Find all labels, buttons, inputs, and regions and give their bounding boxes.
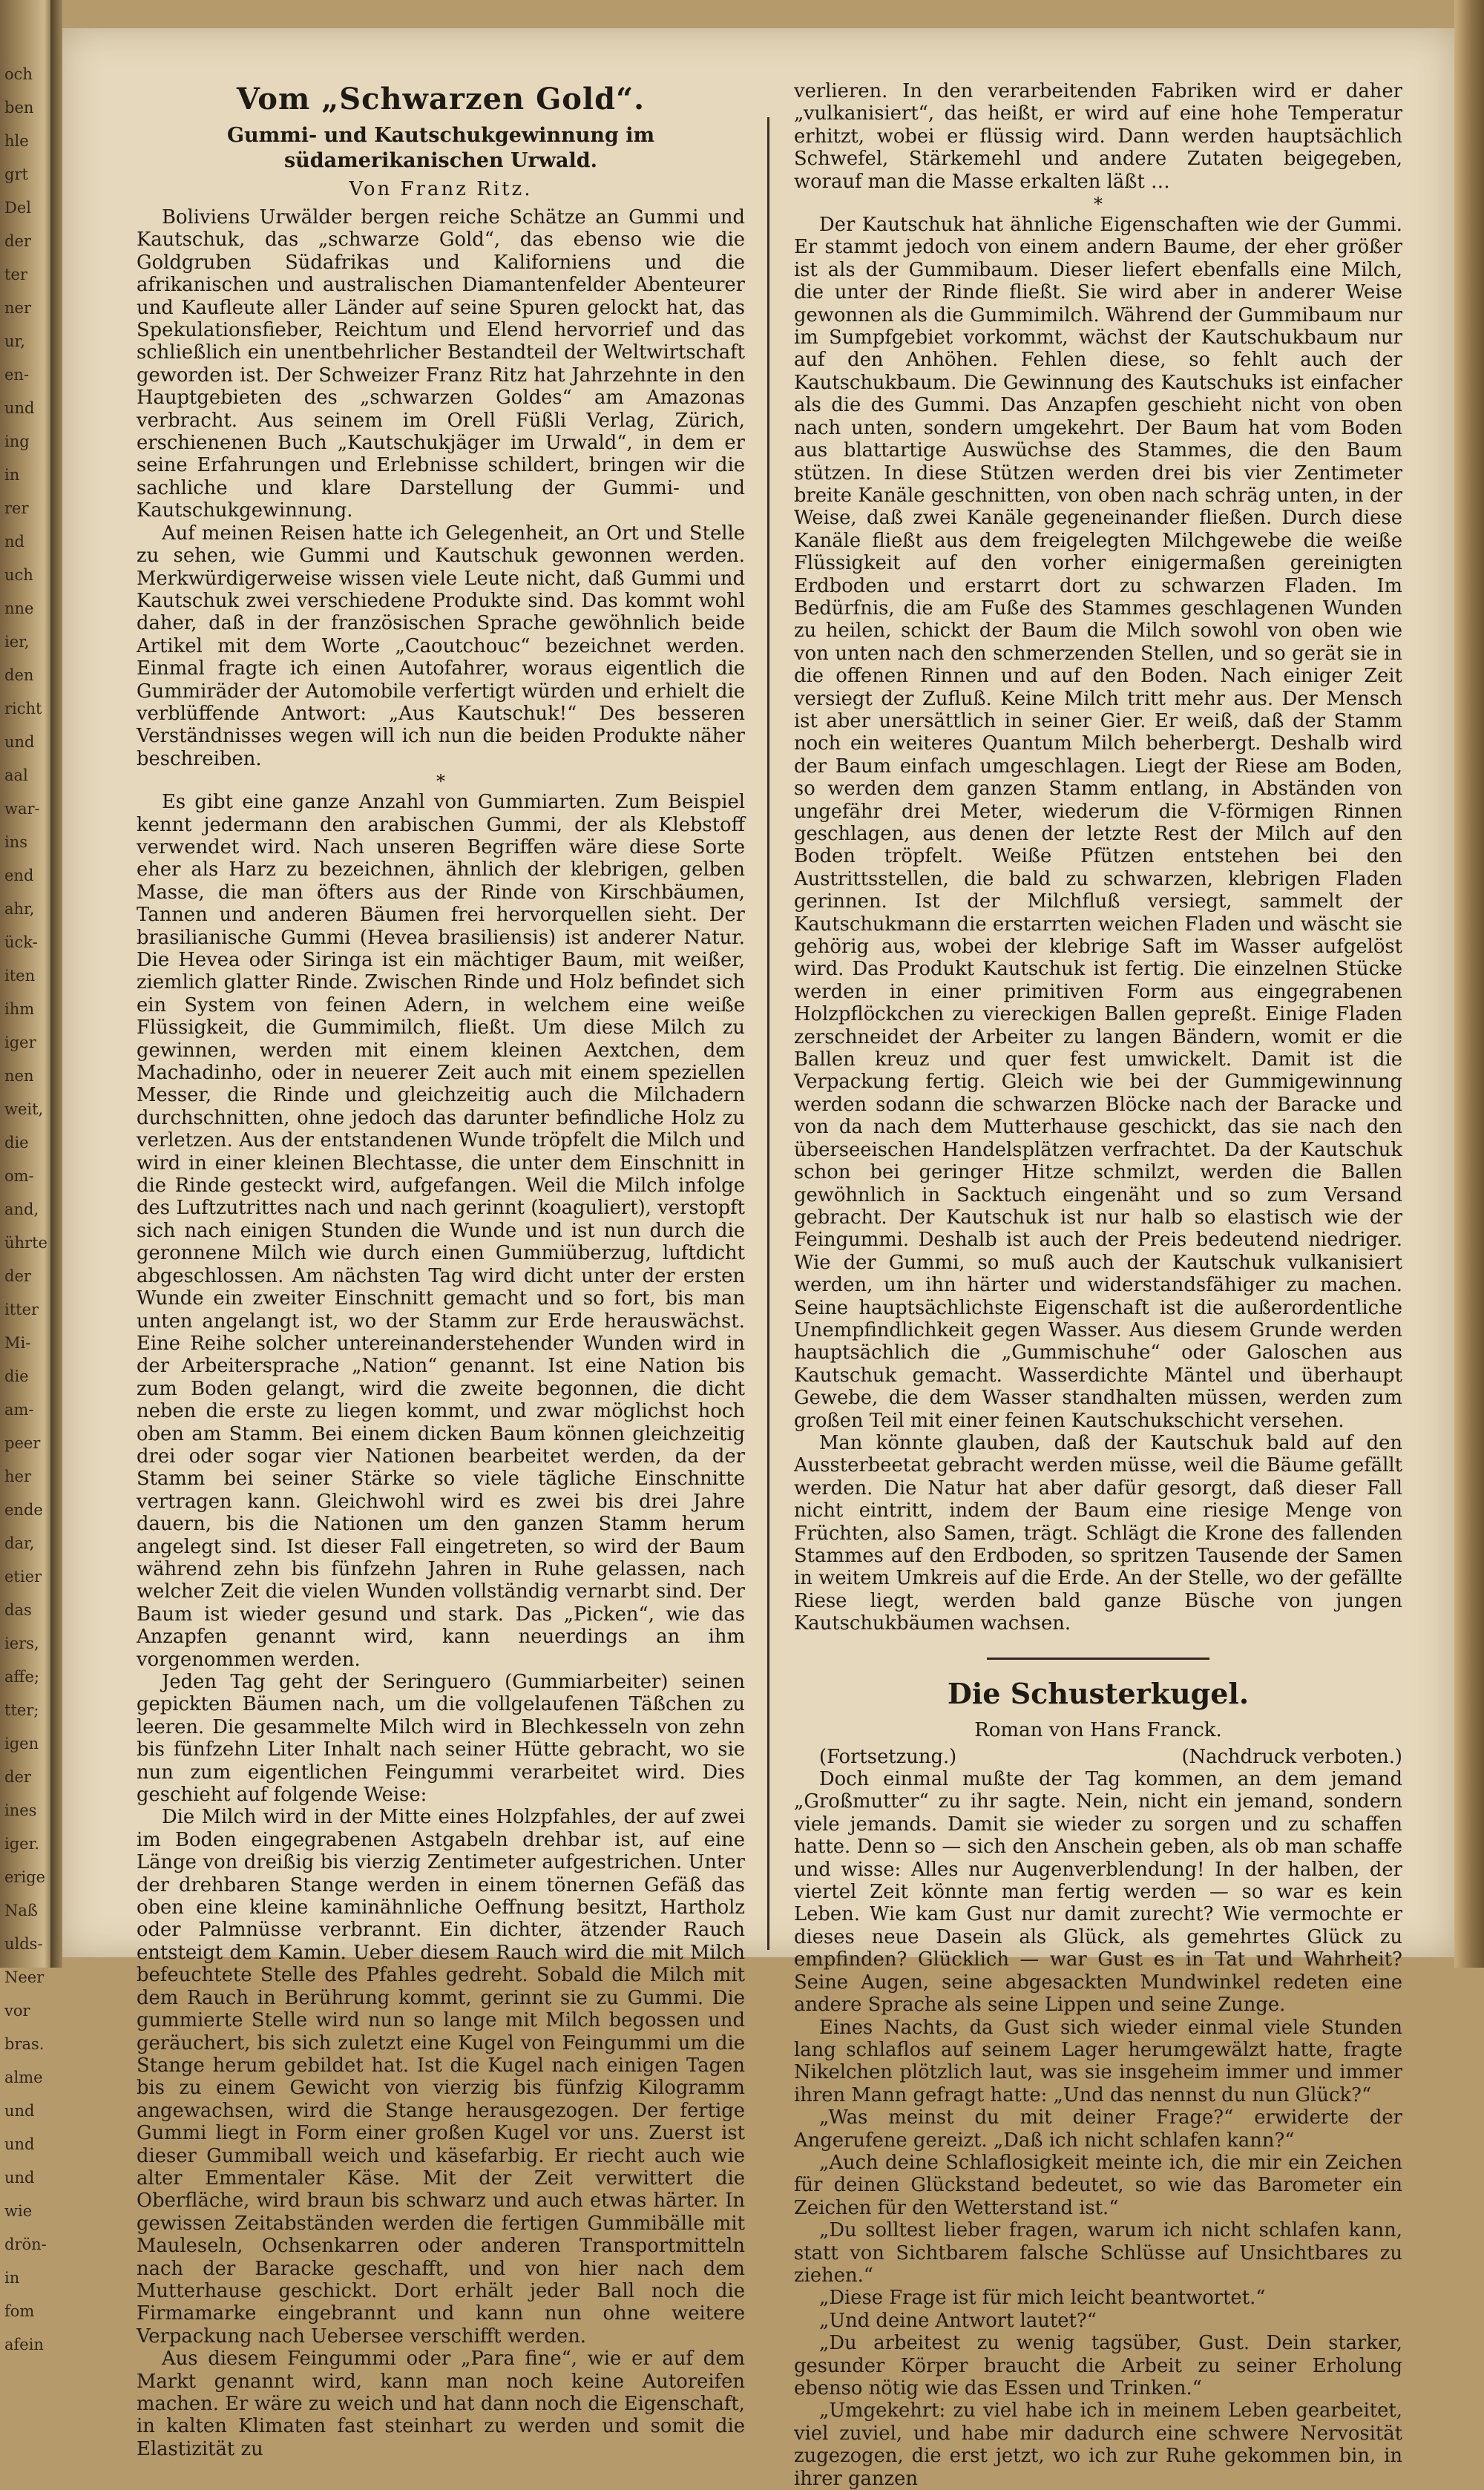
gutter-fragment: nen: [4, 1067, 34, 1085]
gutter-fragment: war-: [4, 800, 40, 818]
gutter-fragment: wie: [4, 2202, 33, 2220]
paragraph: Eines Nachts, da Gust sich wieder einmal viele Stunden lang schlaflos auf seinem Lager herumgewälzt hatte, fragte Nikelchen plötzlich laut, was sie insgeheim immer und immer ihren Mann gefragt hatte: „Und das nennst du nun Glück?“: [794, 2016, 1402, 2106]
gutter-fragment: ier,: [4, 633, 30, 651]
gutter-fragment: Mi-: [4, 1334, 31, 1352]
novel-title: Die Schusterkugel.: [947, 1676, 1250, 1710]
gutter-fragment: itter: [4, 1301, 39, 1318]
gutter-fragment: rer: [4, 499, 29, 517]
gutter-fragment: peer: [4, 1434, 41, 1452]
gutter-fragment: grt: [4, 165, 28, 183]
gutter-fragment: ur,: [4, 332, 25, 350]
paragraph: „Umgekehrt: zu viel habe ich in meinem Leben gearbeitet, viel zuviel, und habe mir dadurch eine schwere Nervosität zugezogen, die erst jetzt, wo ich zur Ruhe gekommen bin, in ihrer ganzen: [794, 2399, 1402, 2490]
gutter-fragment: etier: [4, 1568, 42, 1586]
gutter-fragment: in: [4, 466, 20, 484]
paragraph: Doch einmal mußte der Tag kommen, an dem jemand „Großmutter“ zu ihr sagte. Nein, nicht ein jemand, sondern viele jemands. Damit sie wieder zu sorgen und zu schaffen hatte. Denn so — sich den Anschein geben, als ob man schaffe und wisse: Alles nur Augenverblendung! In der halben, der viertel Zeit könnte man fertig werden — so war es kein Leben. Wie kam Gust nur damit zurecht? Wie vermochte er dieses neue Dasein als Glück, als gemehrtes Glück zu empfinden? Glücklich — war Gust es in Tat und Wahrheit? Seine Augen, seine abgesackten Mundwinkel redeten eine andere Sprache als seine Lippen und seine Zunge.: [794, 1768, 1402, 2017]
gutter-fragment: afein: [4, 2336, 44, 2353]
gutter-fragment: ner: [4, 299, 31, 317]
section-divider-star: *: [1094, 194, 1103, 215]
gutter-fragment: und: [4, 399, 35, 417]
gutter-fragment: die: [4, 1134, 29, 1152]
gutter-fragment: Neer: [4, 1968, 45, 1986]
gutter-fragment: Del: [4, 199, 31, 217]
gutter-fragment: drön-: [4, 2236, 47, 2253]
paragraph: „Du arbeitest zu wenig tagsüber, Gust. Dein starker, gesunder Körper braucht die Arbeit zu seiner Erholung ebenso nötig wie das Essen und Trinken.“: [794, 2332, 1402, 2399]
gutter-fragment: and,: [4, 1200, 39, 1218]
gutter-fragment: richt: [4, 700, 42, 717]
gutter-fragment: iger: [4, 1034, 36, 1051]
newspaper-page: [62, 28, 1454, 2490]
continuation-note: (Fortsetzung.): [819, 1745, 957, 1768]
gutter-fragment: Naß: [4, 1902, 38, 1919]
paragraph: Aus diesem Feingummi oder „Para fine“, wie er auf dem Markt genannt wird, kann man noch keine Autoreifen machen. Er wäre zu weich und hat dann noch die Eigenschaft, in kalten Klimaten fast steinhart zu werden und somit die Elastizität zu: [137, 2348, 745, 2460]
article-subtitle: Gummi- und Kautschukgewinnung im südamerikanischen Urwald.: [226, 124, 655, 172]
novel-byline: Roman von Hans Franck.: [974, 1718, 1222, 1741]
article-separator: [987, 1658, 1209, 1660]
paragraph: Boliviens Urwälder bergen reiche Schätze an Gummi und Kautschuk, das „schwarze Gold“, das ebenso wie die Goldgruben Südafrikas und Kaliforniens und die afrikanischen und australischen Diamantenfelder Abenteurer und Kaufleute aller Länder auf seine Spuren gelockt hat, das Spekulationsfieber, Reichtum und Elend hervorrief und das schließlich ein unentbehrlicher Bestandteil der Weltwirtschaft geworden ist. Der Schweizer Franz Ritz hat Jahrzehnte in den Hauptgebieten des „schwarzen Goldes“ am Amazonas verbracht. Aus seinem im Orell Füßli Verlag, Zürich, erschienenen Buch „Kautschukjäger im Urwald“, in dem er seine Erfahrungen und Erlebnisse schildert, bringen wir die sachliche und klare Darstellung der Gummi- und Kautschukgewinnung.: [137, 206, 745, 522]
gutter-fragment: aal: [4, 766, 28, 784]
gutter-fragment: und: [4, 2169, 35, 2187]
page-edge: [1454, 0, 1484, 1968]
gutter-fragment: fom: [4, 2302, 35, 2320]
paragraph: „Auch deine Schlaflosigkeit meinte ich, die mir ein Zeichen für deinen Glückstand bedeutet, so wie das Barometer ein Zeichen für den Wetterstand ist.“: [794, 2151, 1402, 2219]
gutter-fragment: dar,: [4, 1534, 35, 1552]
gutter-fragment: nd: [4, 533, 24, 551]
gutter-fragment: ter: [4, 266, 27, 283]
gutter-fragment: om-: [4, 1167, 34, 1185]
paragraph: Auf meinen Reisen hatte ich Gelegenheit, an Ort und Stelle zu sehen, wie Gummi und Kautschuk gewonnen werden. Merkwürdigerweise wissen viele Leute nicht, daß Gummi und Kautschuk zwei verschiedene Produkte sind. Das kommt wohl daher, daß in der französischen Sprache gewöhnlich beide Artikel mit dem Worte „Caoutchouc“ bezeichnet werden. Einmal fragte ich einen Autofahrer, woraus eigentlich die Gummiräder der Automobile verfertigt würden und erhielt die verblüffende Antwort: „Aus Kautschuk!“ Des besseren Verständnisses wegen will ich nun die beiden Produkte näher beschreiben.: [137, 522, 745, 770]
paragraph: Es gibt eine ganze Anzahl von Gummiarten. Zum Beispiel kennt jedermann den arabischen Gummi, der als Klebstoff verwendet wird. Nach unseren Begriffen wäre diese Sorte eher als Harz zu bezeichnen, ähnlich der klebrigen, gelben Masse, die man öfters aus der Rinde von Kirschbäumen, Tannen und anderen Bäumen frei hervorquellen sieht. Der brasilianische Gummi (Hevea brasiliensis) ist anderer Natur. Die Hevea oder Siringa ist ein mächtiger Baum, mit weißer, ziemlich glatter Rinde. Zwischen Rinde und Holz befindet sich ein System von feinen Adern, in welchem eine weiße Flüssigkeit, die Gummimilch, fließt. Um diese Milch zu gewinnen, werden mit einem kleinen Aextchen, dem Machadinho, oder in neuerer Zeit auch mit einem speziellen Messer, die Rinde und gleichzeitig auch die Milchadern durchschnitten, ohne jedoch das darunter befindliche Holz zu verletzen. Aus der entstandenen Wunde tröpfelt die Milch und wird in einer kleinen Blechtasse, die unter dem Einschnitt in die Rinde gesteckt wird, aufgefangen. Weil die Milch infolge des Luftzutrittes nach und nach gerinnt (koaguliert), verstopft sich nach einigen Stunden die Wunde und ist nun durch die geronnene Milch wie durch einen Gummiüberzug, luftdicht abgeschlossen. Am nächsten Tag wird dicht unter der ersten Wunde ein zweiter Einschnitt gemacht und so fort, bis man unten angelangt ist, wo der Stamm zur Erde herauswächst. Eine Reihe solcher untereinanderstehender Wunden wird in der Arbeitersprache „Nation“ genannt. Ist eine Nation bis zum Boden gelangt, wird die zweite begonnen, die dicht neben die erste zu liegen kommt, und zwar möglichst hoch oben am Stamm. Bei einem dicken Baum können gleichzeitig drei oder sogar vier Nationen bearbeitet werden, da der Stamm bei seiner Stärke so viele tägliche Einschnitte vertragen kann. Gleichwohl wird es zwei bis drei Jahre dauern, bis die Nationen um den ganzen Stamm herum angelegt sind. Ist dieser Fall eingetreten, so wird der Baum während zehn bis fünfzehn Jahren in Ruhe gelassen, nach welcher Zeit die vielen Wunden vollständig vernarbt sind. Der Baum ist wieder gesund und stark. Das „Picken“, wie das Anzapfen genannt wird, kann neuerdings an ihm vorgenommen werden.: [137, 791, 745, 1671]
gutter-fragment: ulds-: [4, 1935, 43, 1953]
paragraph: „Was meinst du mit deiner Frage?“ erwiderte der Angerufene gereizt. „Daß ich nicht schlafen kann?“: [794, 2106, 1402, 2152]
gutter-fragment: ing: [4, 433, 30, 450]
gutter-fragment: hle: [4, 132, 29, 150]
gutter-fragment: her: [4, 1468, 31, 1485]
paragraph-continued: verlieren. In den verarbeitenden Fabriken wird er daher „vulkanisiert“, das heißt, er wird auf eine hohe Temperatur erhitzt, wobei er flüssig wird. Dann werden hauptsächlich Schwefel, Stärkemehl und andere Zutaten beigegeben, worauf man die Masse erkalten läßt …: [794, 80, 1402, 193]
paragraph: Der Kautschuk hat ähnliche Eigenschaften wie der Gummi. Er stammt jedoch von einem andern Baume, der eher größer ist als der Gummibaum. Dieser liefert ebenfalls eine Milch, die unter der Rinde fließt. Sie wird aber in anderer Weise gewonnen als die Gummimilch. Während der Gummibaum nur im Sumpfgebiet vorkommt, wächst der Kautschukbaum nur auf den Anhöhen. Fehlen diese, so fehlt auch der Kautschukbaum. Die Gewinnung des Kautschuks ist einfacher als die des Gummi. Das Anzapfen geschieht nicht von oben nach unten, sondern umgekehrt. Der Baum hat vom Boden aus blattartige Auswüchse des Stammes, die den Baum stützen. In diese Stützen werden drei bis vier Zentimeter breite Kanäle geschnitten, von oben nach schräg unten, in der Weise, daß zwei Kanäle gegeneinander fließen. Durch diese Kanäle fließt aus dem freigelegten Milchgewebe die weiße Flüssigkeit auf den vorher einigermaßen gereinigten Erdboden und erstarrt dort zu schwarzen Fladen. Im Bedürfnis, die am Fuße des Stammes geschlagenen Wunden zu heilen, schickt der Baum die Milch sowohl von oben wie von unten nach den schmerzenden Stellen, und so gerät sie in die offenen Rinnen und auf den Boden. Nach einiger Zeit versiegt der Zufluß. Keine Milch tritt mehr aus. Der Mensch ist aber unersättlich in seiner Gier. Er weiß, daß der Stamm noch ein weiteres Quantum Milch beherbergt. Deshalb wird der Baum einfach umgeschlagen. Liegt der Riese am Boden, so werden dem ganzen Stamm entlang, in Abständen von ungefähr drei Meter, wiederum die V-förmigen Rinnen geschlagen, aus denen der letzte Rest der Milch auf den Boden tröpfelt. Weiße Pfützen entstehen bei den Austrittsstellen, die bald zu schwarzen, klebrigen Fladen gerinnen. Ist der Milchfluß versiegt, sammelt der Kautschukmann die erstarrten weichen Fladen und wäscht sie gehörig aus, wobei der klebrige Saft im Wasser aufgelöst wird. Das Produkt Kautschuk ist fertig. Die einzelnen Stücke werden in einer primitiven Form aus eingegrabenen Holzpflöckchen zu viereckigen Ballen gepreßt. Einige Fladen zerschneidet der Arbeiter zu langen Bändern, womit er die Ballen kreuz und quer fest umwickelt. Damit ist die Verpackung fertig. Gleich wie bei der Gummigewinnung werden sodann die schwarzen Blöcke nach der Baracke und von da nach dem Mutterhause geschickt, das sie nach den überseeischen Handelsplätzen verfrachtet. Da der Kautschuk schon bei geringer Hitze schmilzt, werden die Ballen gewöhnlich in Sacktuch eingenäht und so zum Versand gebracht. Der Kautschuk ist nur halb so elastisch wie der Feingummi. Deshalb ist auch der Preis bedeutend niedriger. Wie der Gummi, so muß auch der Kautschuk vulkanisiert werden, um ihn härter und widerstandsfähiger zu machen. Seine hauptsächlichste Eigenschaft ist die außerordentliche Unempfindlichkeit gegen Wasser. Aus diesem Grunde werden hauptsächlich die „Gummischuhe“ oder Galoschen aus Kautschuk gemacht. Wasserdichte Mäntel und überhaupt Gewebe, die dem Wasser standhalten müssen, werden zum großen Teil mit einer feinen Kautschukschicht versehen.: [794, 214, 1402, 1432]
section-divider-star: *: [436, 771, 445, 792]
gutter-fragment: ührte: [4, 1234, 47, 1252]
gutter-fragment: weit,: [4, 1100, 44, 1118]
copyright-note: (Nachdruck verboten.): [1181, 1745, 1402, 1768]
adjacent-page-fragments: [4, 65, 47, 2353]
article-byline: Von Franz Ritz.: [349, 178, 533, 200]
article-title: Vom „Schwarzen Gold“.: [236, 82, 646, 116]
gutter-fragment: und: [4, 2102, 35, 2120]
gutter-fragment: die: [4, 1367, 29, 1385]
column-rule: [767, 117, 769, 1950]
binding-shadow: [50, 0, 62, 1968]
paragraph: Man könnte glauben, daß der Kautschuk bald auf den Aussterbeetat gebracht werden müsse, weil die Bäume gefällt werden. Die Natur hat aber dafür gesorgt, daß dieser Fall nicht eintritt, indem der Baum eine riesige Menge von Früchten, also Samen, trägt. Schlägt die Krone des fallenden Stammes auf den Erdboden, so spritzen Tausende der Samen in weitem Umkreis auf die Erde. An der Stelle, wo der gefällte Riese liegt, werden bald ganze Büsche von jungen Kautschukbäumen wachsen.: [794, 1431, 1402, 1635]
paragraph: Jeden Tag geht der Seringuero (Gummiarbeiter) seinen gepickten Bäumen nach, um die vollgelaufenen Täßchen zu leeren. Die gesammelte Milch wird in Blechkesseln von zehn bis fünfzehn Liter Inhalt nach seiner Hütte gebracht, wo sie nun zum eigentlichen Feingummi verarbeitet wird. Dies geschieht auf folgende Weise:: [137, 1671, 745, 1807]
gutter-fragment: erige: [4, 1868, 46, 1886]
paragraph: „Und deine Antwort lautet?“: [819, 2309, 1097, 2332]
right-column: [794, 80, 1402, 2490]
gutter-fragment: ben: [4, 99, 34, 116]
gutter-fragment: und: [4, 2135, 35, 2153]
gutter-fragment: en-: [4, 366, 30, 384]
gutter-fragment: der: [4, 1768, 31, 1786]
gutter-fragment: am-: [4, 1401, 34, 1419]
paragraph: Die Milch wird in der Mitte eines Holzpfahles, der auf zwei im Boden eingegrabenen Astgabeln drehbar ist, auf eine Länge von dreißig bis vierzig Zentimeter aufgestrichen. Unter der drehbaren Stange werden in einem tönernen Gefäß das oben eine kleine kaminähnliche Oeffnung besitzt, Hartholz oder Palmnüsse verbrannt. Ein dichter, ätzender Rauch entsteigt dem Kamin. Ueber diesem Rauch wird die mit Milch befeuchtete Stelle des Pfahles gedreht. Sobald die Milch mit dem Rauch in Berührung kommt, gerinnt sie zu Gummi. Die gummierte Stelle wird nun so lange mit Milch begossen und geräuchert, bis sich zuletzt eine Kugel von Feingummi um die Stange herum gebildet hat. Ist die Kugel nach einigen Tagen bis zu einem Gewicht von vierzig bis fünfzig Kilogramm angewachsen, wird die Stange herausgezogen. Der fertige Gummi liegt in Form einer großen Kugel vor uns. Zuerst ist dieser Gummiball weich und käsefarbig. Er riecht auch wie alter Emmentaler Käse. Mit der Zeit verwittert die Oberfläche, wird braun bis schwarz und auch etwas härter. In gewissen Zeitabständen werden die fertigen Gummibälle mit Mauleseln, Ochsenkarren oder anderen Transportmitteln nach der Baracke geschafft, und von hier nach dem Mutterhause geschickt. Dort erhält jeder Ball noch die Firmamarke eingebrannt und kann nun ohne weitere Verpackung nach Uebersee verschifft werden.: [137, 1806, 745, 2348]
gutter-fragment: iten: [4, 967, 36, 985]
paragraph: „Du solltest lieber fragen, warum ich nicht schlafen kann, statt von Sichtbarem falsche Schlüsse auf Unsichtbares zu ziehen.“: [794, 2219, 1402, 2287]
left-column: [137, 80, 745, 2460]
gutter-fragment: ende: [4, 1501, 43, 1519]
book-binding: [0, 0, 52, 2353]
gutter-fragment: ins: [4, 833, 28, 851]
gutter-fragment: ihm: [4, 1000, 35, 1018]
gutter-fragment: iger.: [4, 1835, 39, 1853]
gutter-fragment: affe;: [4, 1668, 39, 1686]
gutter-fragment: ahr,: [4, 900, 35, 918]
gutter-fragment: ines: [4, 1801, 37, 1819]
gutter-fragment: und: [4, 733, 35, 751]
gutter-fragment: tter;: [4, 1701, 39, 1719]
gutter-fragment: in: [4, 2269, 20, 2287]
gutter-fragment: bras.: [4, 2035, 45, 2053]
gutter-fragment: end: [4, 867, 34, 884]
gutter-fragment: der: [4, 232, 31, 250]
gutter-fragment: och: [4, 65, 33, 83]
paragraph: „Diese Frage ist für mich leicht beantwortet.“: [819, 2287, 1266, 2310]
gutter-fragment: das: [4, 1601, 32, 1619]
gutter-fragment: ück-: [4, 933, 38, 951]
gutter-fragment: uch: [4, 566, 33, 584]
novel-meta-line: [794, 1746, 1402, 1768]
gutter-fragment: vor: [4, 2002, 30, 2020]
gutter-fragment: der: [4, 1267, 31, 1285]
gutter-fragment: iers,: [4, 1635, 39, 1652]
gutter-fragment: igen: [4, 1735, 39, 1752]
gutter-fragment: nne: [4, 599, 34, 617]
gutter-fragment: den: [4, 666, 34, 684]
gutter-fragment: alme: [4, 2069, 43, 2086]
